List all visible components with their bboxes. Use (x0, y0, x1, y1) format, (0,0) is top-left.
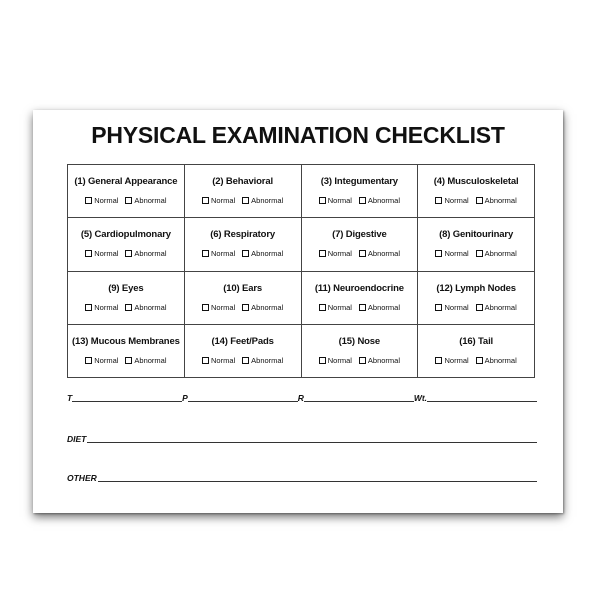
exam-options (68, 196, 184, 205)
checkbox-icon (319, 304, 326, 311)
exam-cell (302, 272, 419, 325)
abnormal-label: Abnormal (251, 302, 284, 312)
normal-checkbox[interactable] (435, 249, 468, 258)
diet-row (67, 434, 537, 444)
exam-options (68, 249, 184, 258)
abnormal-checkbox[interactable] (476, 303, 517, 312)
abnormal-label: Abnormal (367, 196, 401, 205)
exam-options (418, 196, 534, 205)
checkbox-icon (85, 197, 92, 204)
other-row (67, 473, 537, 483)
exam-item-label: (2) Behavioral (212, 176, 273, 187)
abnormal-label: Abnormal (484, 302, 517, 312)
exam-options (68, 303, 184, 312)
exam-item-label: (14) Feet/Pads (211, 335, 274, 347)
exam-item-label: (16) Tail (459, 335, 494, 347)
abnormal-label: Abnormal (367, 302, 401, 312)
exam-item-label: (12) Lymph Nodes (436, 282, 516, 294)
normal-label: Normal (327, 196, 352, 205)
checklist-sheet (33, 110, 563, 513)
exam-options (302, 249, 418, 258)
normal-checkbox[interactable] (85, 356, 118, 365)
checkbox-icon (242, 357, 249, 364)
exam-options (418, 303, 534, 312)
abnormal-label: Abnormal (134, 196, 167, 205)
exam-options (68, 356, 184, 365)
abnormal-checkbox[interactable] (125, 303, 166, 312)
normal-label: Normal (94, 196, 119, 205)
pulse-field[interactable] (188, 393, 298, 402)
checkbox-icon (359, 357, 366, 364)
abnormal-checkbox[interactable] (242, 356, 283, 365)
normal-checkbox[interactable] (319, 303, 352, 312)
exam-options (185, 196, 301, 205)
exam-item-label: (3) Integumentary (320, 176, 398, 187)
exam-options (302, 356, 418, 365)
abnormal-label: Abnormal (484, 355, 517, 365)
checkbox-icon (476, 250, 483, 257)
normal-checkbox[interactable] (319, 249, 352, 258)
checkbox-icon (202, 250, 209, 257)
exam-options (302, 196, 418, 205)
exam-item-label: (15) Nose (338, 335, 381, 347)
abnormal-checkbox[interactable] (359, 356, 400, 365)
normal-label: Normal (94, 355, 119, 365)
exam-item-label: (11) Neuroendocrine (314, 282, 404, 294)
exam-item-label: (6) Respiratory (210, 229, 276, 241)
exam-cell (185, 272, 302, 325)
exam-cell (68, 272, 185, 325)
diet-label: DIET (67, 434, 87, 444)
checkbox-icon (85, 250, 92, 257)
vitals-row (67, 393, 537, 403)
normal-label: Normal (94, 249, 119, 259)
exam-cell (302, 325, 419, 378)
checkbox-icon (435, 357, 442, 364)
exam-item-label: (13) Mucous Membranes (72, 335, 180, 347)
respiration-label: R (297, 393, 304, 403)
checkbox-icon (319, 197, 326, 204)
normal-checkbox[interactable] (319, 356, 352, 365)
exam-options (418, 249, 534, 258)
checkbox-icon (125, 197, 132, 204)
temperature-field[interactable] (72, 393, 182, 402)
exam-item-label: (7) Digestive (332, 229, 387, 241)
abnormal-label: Abnormal (251, 355, 284, 365)
exam-item-label: (1) General Appearance (74, 176, 178, 187)
exam-cell (185, 218, 302, 271)
temperature-label: T (67, 393, 73, 403)
exam-cell (185, 165, 302, 218)
normal-checkbox[interactable] (435, 303, 468, 312)
normal-checkbox[interactable] (202, 249, 235, 258)
exam-item-label: (9) Eyes (108, 282, 144, 294)
abnormal-label: Abnormal (134, 302, 167, 312)
exam-cell (185, 325, 302, 378)
normal-checkbox[interactable] (85, 303, 118, 312)
normal-checkbox[interactable] (202, 356, 235, 365)
pulse-label: P (182, 393, 188, 403)
abnormal-checkbox[interactable] (125, 196, 166, 205)
checkbox-icon (319, 357, 326, 364)
abnormal-label: Abnormal (484, 196, 517, 205)
normal-label: Normal (327, 355, 352, 365)
checkbox-icon (202, 357, 209, 364)
checkbox-icon (476, 357, 483, 364)
abnormal-checkbox[interactable] (476, 196, 517, 205)
checkbox-icon (125, 250, 132, 257)
exam-cell (418, 325, 535, 378)
normal-checkbox[interactable] (435, 356, 468, 365)
checkbox-icon (202, 304, 209, 311)
exam-cell (418, 272, 535, 325)
exam-options (185, 303, 301, 312)
checkbox-icon (359, 197, 366, 204)
exam-cell (68, 218, 185, 271)
checkbox-icon (359, 304, 366, 311)
checkbox-icon (435, 250, 442, 257)
abnormal-label: Abnormal (251, 196, 284, 205)
normal-label: Normal (444, 355, 469, 365)
checkbox-icon (476, 304, 483, 311)
checkbox-icon (242, 304, 249, 311)
abnormal-checkbox[interactable] (359, 249, 400, 258)
normal-checkbox[interactable] (202, 303, 235, 312)
normal-label: Normal (210, 196, 236, 205)
exam-options (302, 303, 418, 312)
exam-item-label: (10) Ears (223, 282, 263, 294)
abnormal-checkbox[interactable] (476, 249, 517, 258)
exam-item-label: (8) Genitourinary (439, 229, 514, 241)
normal-checkbox[interactable] (319, 196, 352, 205)
checkbox-icon (476, 197, 483, 204)
diet-field[interactable] (87, 434, 537, 443)
abnormal-label: Abnormal (367, 249, 401, 259)
abnormal-checkbox[interactable] (125, 356, 166, 365)
normal-label: Normal (94, 302, 119, 312)
exam-cell (68, 325, 185, 378)
abnormal-label: Abnormal (251, 249, 284, 259)
exam-cell (302, 218, 419, 271)
normal-label: Normal (444, 302, 469, 312)
other-field[interactable] (98, 473, 537, 482)
exam-options (185, 356, 301, 365)
normal-label: Normal (444, 196, 469, 205)
checkbox-icon (242, 197, 249, 204)
abnormal-label: Abnormal (134, 249, 167, 259)
checkbox-icon (242, 250, 249, 257)
exam-cell (418, 165, 535, 218)
normal-label: Normal (210, 355, 236, 365)
exam-grid (67, 164, 535, 378)
abnormal-checkbox[interactable] (242, 249, 283, 258)
checkbox-icon (85, 304, 92, 311)
abnormal-checkbox[interactable] (242, 196, 283, 205)
normal-checkbox[interactable] (85, 196, 118, 205)
checkbox-icon (435, 197, 442, 204)
abnormal-label: Abnormal (367, 355, 401, 365)
abnormal-checkbox[interactable] (125, 249, 166, 258)
normal-label: Normal (327, 249, 352, 259)
exam-cell (418, 218, 535, 271)
checkbox-icon (125, 304, 132, 311)
abnormal-checkbox[interactable] (359, 196, 400, 205)
abnormal-checkbox[interactable] (476, 356, 517, 365)
normal-label: Normal (327, 302, 352, 312)
checkbox-icon (359, 250, 366, 257)
abnormal-label: Abnormal (134, 355, 167, 365)
other-label: OTHER (67, 473, 97, 483)
exam-cell (302, 165, 419, 218)
exam-item-label: (4) Musculoskeletal (433, 176, 519, 187)
abnormal-checkbox[interactable] (359, 303, 400, 312)
normal-checkbox[interactable] (435, 196, 468, 205)
normal-checkbox[interactable] (202, 196, 235, 205)
normal-checkbox[interactable] (85, 249, 118, 258)
normal-label: Normal (210, 302, 236, 312)
exam-item-label: (5) Cardiopulmonary (80, 229, 171, 241)
normal-label: Normal (210, 249, 236, 259)
exam-options (418, 356, 534, 365)
page-title: PHYSICAL EXAMINATION CHECKLIST (91, 122, 505, 148)
checkbox-icon (85, 357, 92, 364)
checkbox-icon (125, 357, 132, 364)
weight-field[interactable] (427, 393, 537, 402)
checkbox-icon (319, 250, 326, 257)
normal-label: Normal (444, 249, 469, 259)
checkbox-icon (202, 197, 209, 204)
respiration-field[interactable] (304, 393, 414, 402)
abnormal-label: Abnormal (484, 249, 517, 259)
exam-options (185, 249, 301, 258)
abnormal-checkbox[interactable] (242, 303, 283, 312)
weight-label: Wt. (413, 393, 428, 403)
exam-cell (68, 165, 185, 218)
checkbox-icon (435, 304, 442, 311)
